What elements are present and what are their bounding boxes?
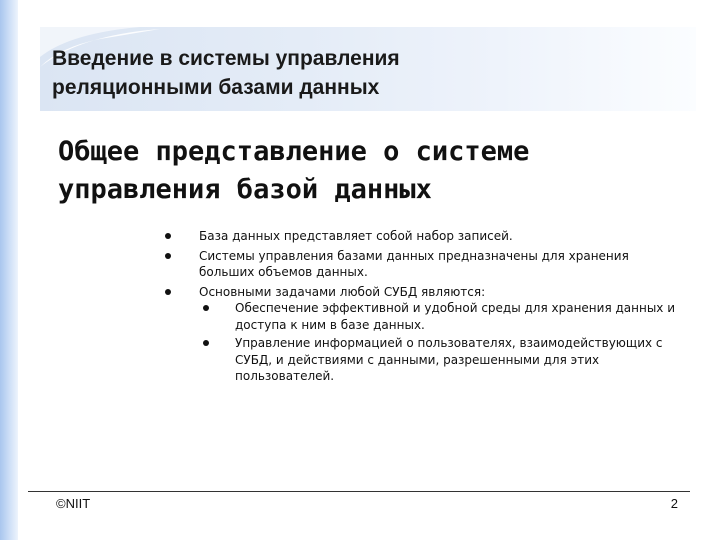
bullet-item — [160, 228, 680, 245]
slide-subtitle — [58, 133, 529, 209]
bullet-item — [160, 248, 680, 281]
bullet-text: Системы управления базами данных предназначены для хранения больших объемов данных. — [199, 248, 629, 279]
bullet-dot-icon — [165, 233, 171, 239]
header-title-line-2: реляционными базами данных — [52, 76, 380, 99]
bullet-dot-icon — [165, 289, 171, 295]
header-title-line-1: Введение в системы управления — [52, 47, 400, 70]
subtitle-line-1: Общее представление о системе — [58, 136, 530, 167]
slide-header-title — [52, 44, 400, 102]
subtitle-line-2: управления базой данных — [58, 174, 432, 205]
sub-bullet-text: Обеспечение эффективной и удобной среды для хранения данных и доступа к ним в базе данных. — [235, 301, 676, 332]
bullet-text: База данных представляет собой набор записей. — [199, 229, 513, 243]
sub-bullet-dot-icon — [203, 305, 209, 311]
page-number: 2 — [670, 496, 678, 511]
sub-bullet-dot-icon — [203, 340, 209, 346]
footer-copyright: ©NIIT — [56, 496, 91, 511]
sub-bullet-list — [199, 300, 680, 385]
left-decorative-stripe — [0, 0, 18, 540]
sub-bullet-text: Управление информацией о пользователях, взаимодействующих с СУБД, и действиями с данными, разрешенными для этих пользователей. — [235, 336, 663, 383]
bullet-dot-icon — [165, 253, 171, 259]
bullet-text: Основными задачами любой СУБД являются: — [199, 284, 486, 299]
footer-divider — [28, 491, 690, 492]
sub-bullet-item — [199, 335, 680, 385]
bullet-list — [160, 228, 680, 388]
bullet-item — [160, 284, 680, 385]
sub-bullet-item — [199, 300, 680, 333]
